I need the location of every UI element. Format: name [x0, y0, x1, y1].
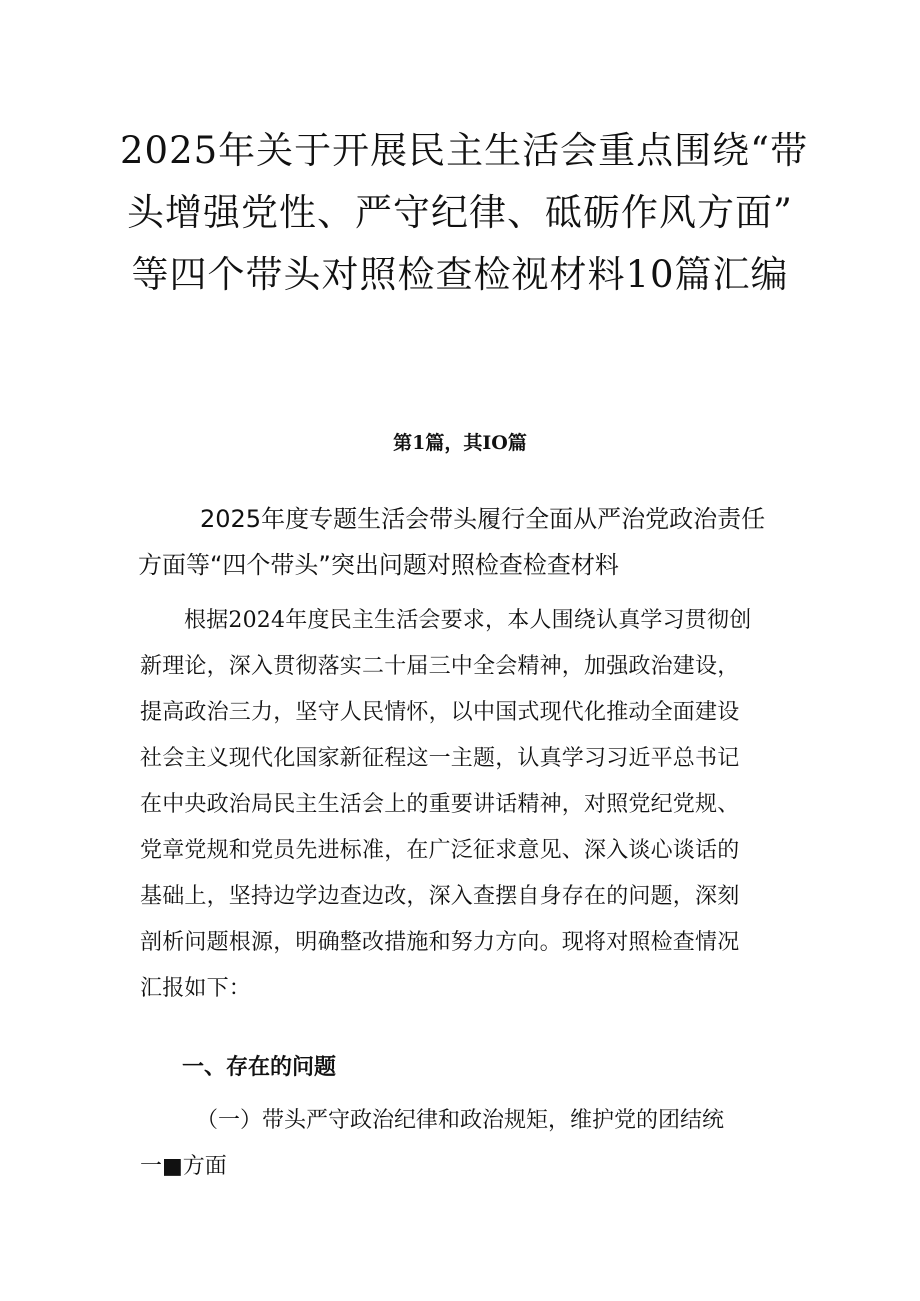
intro-paragraph: [140, 598, 800, 1012]
intro-line: 基础上，坚持边学边查边改，深入查摆自身存在的问题，深刻: [140, 884, 740, 909]
section-heading: 一、存在的问题: [182, 1054, 337, 1080]
main-title-line-1: 2025年关于开展民主生活会重点围绕“带: [120, 129, 809, 172]
main-title-line-3: 等四个带头对照检查检视材料10篇汇编: [131, 253, 789, 296]
intro-line: 党章党规和党员先进标准，在广泛征求意见、深入谈心谈话的: [140, 838, 740, 863]
intro-line: 提高政治三力，坚守人民情怀，以中国式现代化推动全面建设: [140, 700, 740, 725]
intro-line: 汇报如下：: [140, 976, 252, 1001]
intro-line: 在中央政治局民主生活会上的重要讲话精神，对照党纪党规、: [140, 792, 740, 817]
sub-heading-line-1: （一）带头严守政治纪律和政治规矩，维护党的团结统: [196, 1108, 725, 1133]
intro-line: 新理论，深入贯彻落实二十届三中全会精神，加强政治建设，: [140, 654, 740, 679]
intro-line: 剖析问题根源，明确整改措施和努力方向。现将对照检查情况: [140, 930, 740, 955]
article-title-line-2: 方面等“四个带头”突出问题对照检查检查材料: [138, 551, 619, 579]
article-title: [138, 496, 798, 588]
part-label: 第1篇，其IO篇: [393, 432, 527, 454]
intro-line: 社会主义现代化国家新征程这一主题，认真学习习近平总书记: [140, 746, 740, 771]
main-title-line-2: 头增强党性、严守纪律、砥砺作风方面”: [127, 191, 793, 234]
sub-heading-line-2: 一■方面: [140, 1154, 227, 1179]
main-title: [120, 120, 809, 306]
intro-line: 根据2024年度民主生活会要求，本人围绕认真学习贯彻创: [184, 608, 752, 633]
article-title-line-1: 2025年度专题生活会带头履行全面从严治党政治责任: [200, 505, 766, 533]
sub-heading: [140, 1098, 800, 1190]
